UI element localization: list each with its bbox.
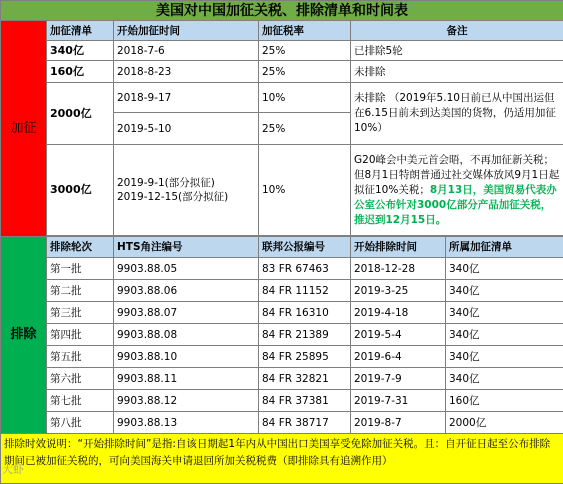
exclusion-start-cell: 2019-7-9: [351, 368, 446, 390]
exclusion-start-cell: 2018-12-28: [351, 258, 446, 280]
tariff-start-cell: 2018-7-6: [114, 41, 259, 61]
exclusion-round-cell: 第五批: [47, 346, 114, 368]
exclusion-hts-cell: 9903.88.11: [114, 368, 259, 390]
tariff-start-cell: 2019-5-10: [114, 113, 259, 145]
footer-note: 排除时效说明：“开始排除时间”是指:自该日期起1年内从中国出口美国享受免除加征关税。且：自开征日起至公布排除期间已被加征关税的，可向美国海关申请退回所加关税税费（即排除具有追溯作用）: [1, 434, 563, 484]
header-round: 排除轮次: [47, 237, 114, 258]
header-belongs: 所属加征清单: [446, 237, 563, 258]
exclusion-round-cell: 第四批: [47, 324, 114, 346]
header-rate: 加征税率: [259, 21, 351, 41]
tariff-list-cell: 3000亿: [47, 145, 114, 236]
exclusion-start-cell: 2019-5-4: [351, 324, 446, 346]
exclusion-round-cell: 第八批: [47, 412, 114, 434]
note-text: G20峰会中美元首会晤，不再加征新关税；但8月1日特朗普通过社交媒体放风9月1日起拟征10%关税；: [354, 154, 559, 196]
exclusion-hts-cell: 9903.88.13: [114, 412, 259, 434]
exclusion-fr-cell: 84 FR 25895: [259, 346, 351, 368]
exclusion-start-cell: 2019-3-25: [351, 280, 446, 302]
tariff-note-cell: 已排除5轮: [351, 41, 563, 61]
header-hts: HTS角注编号: [114, 237, 259, 258]
exclusion-hts-cell: 9903.88.05: [114, 258, 259, 280]
exclusion-start-cell: 2019-6-4: [351, 346, 446, 368]
exclusion-hts-cell: 9903.88.06: [114, 280, 259, 302]
page-title: 美国对中国加征关税、排除清单和时间表: [1, 1, 563, 21]
tariff-note-cell: [351, 145, 563, 236]
exclusion-fr-cell: 83 FR 67463: [259, 258, 351, 280]
tariff-start-line: 2019-9-1(部分拟征): [117, 176, 255, 190]
tariff-start-cell: [114, 145, 259, 236]
exclusion-hts-cell: 9903.88.10: [114, 346, 259, 368]
exclusion-fr-cell: 84 FR 38717: [259, 412, 351, 434]
exclusion-round-cell: 第三批: [47, 302, 114, 324]
header-list: 加征清单: [47, 21, 114, 41]
exclusion-list-cell: 340亿: [446, 280, 563, 302]
exclusion-fr-cell: 84 FR 11152: [259, 280, 351, 302]
exclusion-round-cell: 第六批: [47, 368, 114, 390]
exclusion-fr-cell: 84 FR 37381: [259, 390, 351, 412]
exclusion-section-label: 排除: [1, 237, 47, 434]
exclusion-start-cell: 2019-4-18: [351, 302, 446, 324]
tariff-note-cell: 未排除: [351, 61, 563, 83]
exclusion-list-cell: 340亿: [446, 346, 563, 368]
tariff-rate-cell: 10%: [259, 83, 351, 113]
exclusion-list-cell: 2000亿: [446, 412, 563, 434]
exclusion-fr-cell: 84 FR 16310: [259, 302, 351, 324]
exclusion-list-cell: 340亿: [446, 258, 563, 280]
exclusion-list-cell: 160亿: [446, 390, 563, 412]
exclusion-hts-cell: 9903.88.12: [114, 390, 259, 412]
exclusion-start-cell: 2019-8-7: [351, 412, 446, 434]
tariff-list-cell: 2000亿: [47, 83, 114, 145]
exclusion-start-cell: 2019-7-31: [351, 390, 446, 412]
tariff-start-line: 2019-12-15(部分拟征): [117, 190, 255, 204]
exclusion-list-cell: 340亿: [446, 324, 563, 346]
tariff-list-cell: 340亿: [47, 41, 114, 61]
tariff-section-label: 加征: [1, 21, 47, 237]
exclusion-fr-cell: 84 FR 21389: [259, 324, 351, 346]
tariff-rate-cell: 25%: [259, 41, 351, 61]
tariff-rate-cell: 10%: [259, 145, 351, 236]
watermark: 大虾: [2, 461, 24, 477]
tariff-rate-cell: 25%: [259, 113, 351, 145]
header-start: 开始加征时间: [114, 21, 259, 41]
note-highlight: 8月13日，美国贸易代表办公室公布针对3000亿部分产品加征关税，推迟到12月15日。: [354, 184, 557, 226]
header-note: 备注: [351, 21, 563, 41]
exclusion-list-cell: 340亿: [446, 302, 563, 324]
exclusion-round-cell: 第一批: [47, 258, 114, 280]
header-excl-start: 开始排除时间: [351, 237, 446, 258]
tariff-list-cell: 160亿: [47, 61, 114, 83]
exclusion-list-cell: 340亿: [446, 368, 563, 390]
tariff-start-cell: 2018-8-23: [114, 61, 259, 83]
exclusion-round-cell: 第七批: [47, 390, 114, 412]
exclusion-hts-cell: 9903.88.08: [114, 324, 259, 346]
tariff-start-cell: 2018-9-17: [114, 83, 259, 113]
tariff-note-cell: 未排除 （2019年5.10日前已从中国出运但在6.15日前未到达美国的货物，仍适用加征10%）: [351, 83, 563, 145]
exclusion-fr-cell: 84 FR 32821: [259, 368, 351, 390]
header-fr: 联邦公报编号: [259, 237, 351, 258]
tariff-rate-cell: 25%: [259, 61, 351, 83]
exclusion-hts-cell: 9903.88.07: [114, 302, 259, 324]
exclusion-round-cell: 第二批: [47, 280, 114, 302]
